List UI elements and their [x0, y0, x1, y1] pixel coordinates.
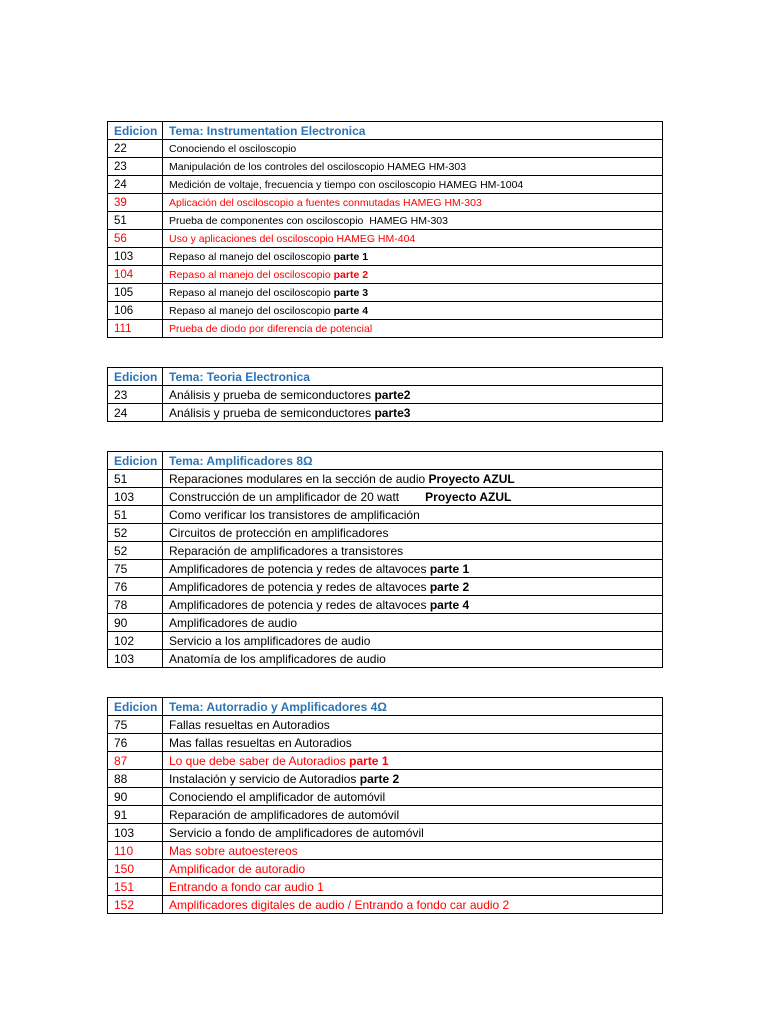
table-row — [108, 542, 663, 560]
topic-text: Reparación de amplificadores de automóvil — [169, 807, 400, 822]
edition-number: 103 — [108, 650, 163, 668]
table-row — [108, 266, 663, 284]
edition-number: 39 — [108, 194, 163, 212]
topic-text: Lo que debe saber de Autoradios — [169, 753, 350, 768]
topic-text: Circuitos de protección en amplificadores — [169, 525, 389, 540]
table-row — [108, 404, 663, 422]
table-row — [108, 230, 663, 248]
table-row — [108, 842, 663, 860]
topic-cell — [163, 650, 663, 668]
topic-cell — [163, 404, 663, 422]
edition-number: 51 — [108, 470, 163, 488]
edition-number: 76 — [108, 578, 163, 596]
topic-cell — [163, 488, 663, 506]
edition-number: 103 — [108, 248, 163, 266]
table-row — [108, 860, 663, 878]
topic-cell — [163, 470, 663, 488]
table-amplificadores-8 — [107, 451, 663, 668]
edition-number: 152 — [108, 896, 163, 914]
topic-cell — [163, 386, 663, 404]
topic-text: Repaso al manejo del osciloscopio — [169, 286, 334, 299]
topic-cell — [163, 878, 663, 896]
table-row — [108, 734, 663, 752]
topic-cell — [163, 248, 663, 266]
topic-text: Anatomía de los amplificadores de audio — [169, 651, 386, 666]
topic-text: Reparaciones modulares en la sección de audio — [169, 471, 429, 486]
topic-bold-text: parte 2 — [429, 579, 470, 594]
edition-number: 104 — [108, 266, 163, 284]
topic-text: Prueba de componentes con osciloscopio HAMEG HM-303 — [169, 214, 448, 227]
topic-text: Uso y aplicaciones del osciloscopio HAMEG HM-404 — [169, 232, 416, 245]
table-row — [108, 248, 663, 266]
topic-text: Amplificadores de potencia y redes de altavoces — [169, 561, 430, 576]
table-row — [108, 158, 663, 176]
table-row — [108, 578, 663, 596]
table-teoria — [107, 367, 663, 422]
topic-bold-text: parte 1 — [349, 753, 389, 768]
edition-number: 103 — [108, 488, 163, 506]
topic-cell — [163, 596, 663, 614]
table-header-row — [108, 368, 663, 386]
table-row — [108, 788, 663, 806]
topic-cell — [163, 824, 663, 842]
topic-text: Amplificadores digitales de audio / Entrando a fondo car audio 2 — [169, 897, 510, 912]
edition-number: 102 — [108, 632, 163, 650]
edition-number: 111 — [108, 320, 163, 338]
table-row — [108, 752, 663, 770]
topic-cell — [163, 230, 663, 248]
topic-cell — [163, 302, 663, 320]
topic-bold-text: parte 1 — [333, 250, 369, 263]
edition-number: 88 — [108, 770, 163, 788]
table-row — [108, 878, 663, 896]
topic-cell — [163, 266, 663, 284]
table-row — [108, 194, 663, 212]
table-row — [108, 806, 663, 824]
topic-text: Servicio a fondo de amplificadores de automóvil — [169, 825, 424, 840]
edition-number: 87 — [108, 752, 163, 770]
table-row — [108, 560, 663, 578]
topic-text: Amplificador de autoradio — [169, 861, 306, 876]
table-row — [108, 632, 663, 650]
edition-number: 52 — [108, 524, 163, 542]
topic-bold-text: parte3 — [374, 405, 411, 420]
table-header-row — [108, 452, 663, 470]
edition-number: 51 — [108, 212, 163, 230]
edition-number: 103 — [108, 824, 163, 842]
edition-number: 91 — [108, 806, 163, 824]
edition-number: 90 — [108, 788, 163, 806]
topic-cell — [163, 560, 663, 578]
edition-number: 78 — [108, 596, 163, 614]
edition-number: 56 — [108, 230, 163, 248]
edition-number: 90 — [108, 614, 163, 632]
topic-cell — [163, 506, 663, 524]
table-row — [108, 506, 663, 524]
edition-number: 24 — [108, 176, 163, 194]
table-row — [108, 284, 663, 302]
topic-cell — [163, 578, 663, 596]
topic-text: Amplificadores de potencia y redes de altavoces — [169, 579, 430, 594]
topic-cell — [163, 194, 663, 212]
header-edition: Edicion — [108, 698, 163, 716]
topic-text: Instalación y servicio de Autoradios — [169, 771, 360, 786]
topic-text: Amplificadores de potencia y redes de altavoces — [169, 597, 430, 612]
topic-text: Como verificar los transistores de amplificación — [169, 507, 420, 522]
topic-cell — [163, 320, 663, 338]
edition-number: 51 — [108, 506, 163, 524]
table-row — [108, 614, 663, 632]
topic-bold-text: parte 4 — [333, 304, 369, 317]
edition-number: 52 — [108, 542, 163, 560]
table-row — [108, 176, 663, 194]
topic-text: Prueba de diodo por diferencia de potencial — [169, 322, 373, 335]
table-row — [108, 470, 663, 488]
topic-text: Análisis y prueba de semiconductores — [169, 387, 375, 402]
edition-number: 23 — [108, 386, 163, 404]
topic-cell — [163, 140, 663, 158]
edition-number: 110 — [108, 842, 163, 860]
table-row — [108, 386, 663, 404]
table-header-row — [108, 698, 663, 716]
topic-cell — [163, 542, 663, 560]
topic-bold-text: parte 2 — [333, 268, 369, 281]
topic-cell — [163, 734, 663, 752]
edition-number: 22 — [108, 140, 163, 158]
edition-number: 75 — [108, 716, 163, 734]
topic-text: Mas fallas resueltas en Autoradios — [169, 735, 352, 750]
table-row — [108, 824, 663, 842]
topic-bold-text: parte 1 — [429, 561, 470, 576]
table-row — [108, 650, 663, 668]
topic-bold-text: parte 3 — [333, 286, 369, 299]
topic-text: Construcción de un amplificador de 20 watt — [169, 489, 400, 504]
header-edition: Edicion — [108, 122, 163, 140]
topic-cell — [163, 860, 663, 878]
header-edition: Edicion — [108, 368, 163, 386]
topic-text: Medición de voltaje, frecuencia y tiempo con osciloscopio HAMEG HM-1004 — [169, 178, 524, 191]
edition-number: 76 — [108, 734, 163, 752]
topic-bold-text: Proyecto AZUL — [425, 489, 512, 504]
topic-bold-text: parte 4 — [429, 597, 470, 612]
edition-number: 105 — [108, 284, 163, 302]
header-topic: Tema: Amplificadores 8Ω — [163, 452, 663, 470]
table-row — [108, 596, 663, 614]
topic-bold-text: Proyecto AZUL — [428, 471, 515, 486]
table-row — [108, 320, 663, 338]
header-topic: Tema: Autorradio y Amplificadores 4Ω — [163, 698, 663, 716]
table-row — [108, 212, 663, 230]
topic-text: Entrando a fondo car audio 1 — [169, 879, 324, 894]
table-header-row — [108, 122, 663, 140]
table-row — [108, 896, 663, 914]
topic-text: Repaso al manejo del osciloscopio — [169, 250, 334, 263]
topic-text: Reparación de amplificadores a transistores — [169, 543, 404, 558]
topic-bold-text: parte 2 — [359, 771, 400, 786]
header-topic: Tema: Instrumentation Electronica — [163, 122, 663, 140]
topic-text: Análisis y prueba de semiconductores — [169, 405, 375, 420]
topic-cell — [163, 212, 663, 230]
topic-cell — [163, 176, 663, 194]
edition-number: 75 — [108, 560, 163, 578]
topic-text: Amplificadores de audio — [169, 615, 298, 630]
topic-cell — [163, 158, 663, 176]
edition-number: 24 — [108, 404, 163, 422]
edition-number: 23 — [108, 158, 163, 176]
topic-text: Fallas resueltas en Autoradios — [169, 717, 330, 732]
topic-cell — [163, 770, 663, 788]
topic-cell — [163, 842, 663, 860]
topic-text: Conociendo el osciloscopio — [169, 142, 297, 155]
edition-number: 151 — [108, 878, 163, 896]
topic-text: Mas sobre autoestereos — [169, 843, 298, 858]
topic-text: Servicio a los amplificadores de audio — [169, 633, 371, 648]
header-topic: Tema: Teoria Electronica — [163, 368, 663, 386]
topic-text: Repaso al manejo del osciloscopio — [169, 304, 334, 317]
table-autorradio — [107, 697, 663, 914]
topic-text: Aplicación del osciloscopio a fuentes conmutadas HAMEG HM-303 — [169, 196, 482, 209]
topic-text: Conociendo el amplificador de automóvil — [169, 789, 386, 804]
topic-cell — [163, 788, 663, 806]
topic-cell — [163, 614, 663, 632]
edition-number: 150 — [108, 860, 163, 878]
topic-cell — [163, 632, 663, 650]
table-row — [108, 488, 663, 506]
topic-cell — [163, 752, 663, 770]
table-row — [108, 140, 663, 158]
topic-cell — [163, 806, 663, 824]
topic-cell — [163, 716, 663, 734]
topic-cell — [163, 896, 663, 914]
topic-bold-text: parte2 — [374, 387, 411, 402]
header-edition: Edicion — [108, 452, 163, 470]
table-row — [108, 302, 663, 320]
topic-text: Repaso al manejo del osciloscopio — [169, 268, 334, 281]
topic-cell — [163, 524, 663, 542]
table-row — [108, 524, 663, 542]
table-row — [108, 770, 663, 788]
table-instrumentation — [107, 121, 663, 338]
edition-number: 106 — [108, 302, 163, 320]
topic-text: Manipulación de los controles del osciloscopio HAMEG HM-303 — [169, 160, 467, 173]
topic-cell — [163, 284, 663, 302]
table-row — [108, 716, 663, 734]
